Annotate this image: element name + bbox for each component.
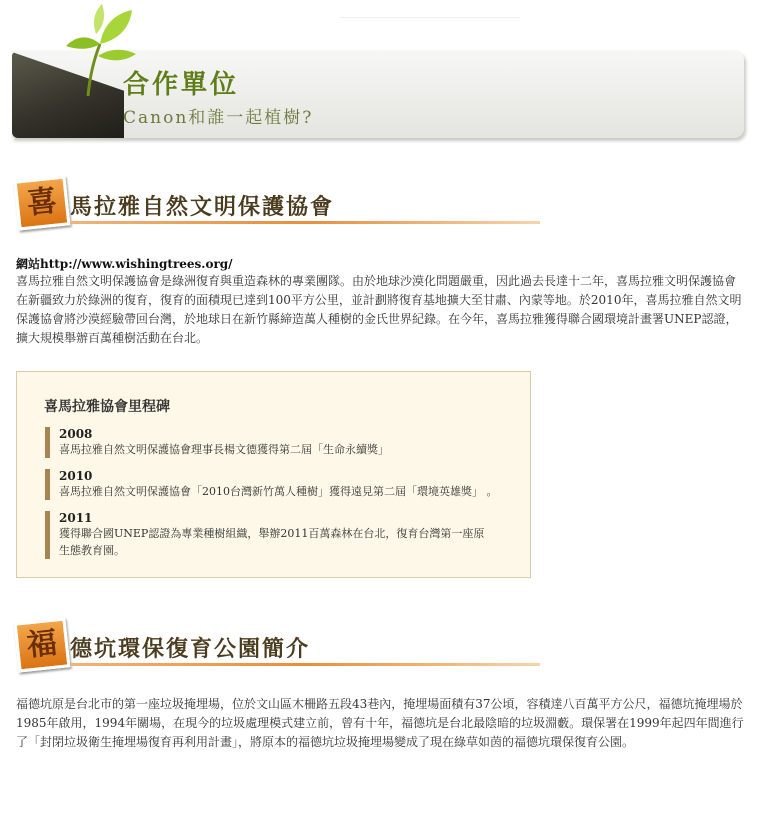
milestones-box	[16, 371, 531, 578]
milestone-text: 喜馬拉雅自然文明保護協會理事長楊文德獲得第二屆「生命永續獎」	[59, 443, 389, 456]
section-badge: 喜	[14, 175, 71, 230]
website-link[interactable]: 網站http://www.wishingtrees.org/	[16, 257, 233, 271]
milestone-item	[45, 511, 489, 559]
milestone-year: 2010	[59, 469, 93, 483]
section-header-himalaya	[16, 178, 546, 228]
milestone-text: 喜馬拉雅自然文明保護協會「2010台灣新竹萬人種樹」獲得遠見第二屆「環境英雄獎」 。	[59, 485, 498, 498]
section-header-fudekeng	[16, 620, 546, 670]
milestone-year: 2008	[59, 427, 93, 441]
section-title: 馬拉雅自然文明保護協會	[70, 194, 335, 220]
top-divider	[340, 17, 520, 18]
milestone-text: 獲得聯合國UNEP認證為專業種樹組織，舉辦2011百萬森林在台北，復育台灣第一座原生態教育園。	[59, 527, 485, 557]
section-title: 德坑環保復育公園簡介	[70, 636, 311, 662]
page-title: 合作單位	[123, 70, 240, 100]
milestone-item	[45, 427, 389, 458]
fudekeng-description: 福德坑原是台北市的第一座垃圾掩埋場，位於文山區木柵路五段43巷內，掩埋場面積有37公頃，容積達八百萬平方公尺，福德坑掩埋場於1985年啟用，1994年關場，在現今的垃圾處理模式建立前，曾有十年，福德坑是台北最陰暗的垃圾淵藪。環保署在1999年起四年間進行了「封閉垃圾衛生掩埋場復育再利用計畫」，將原本的福德坑垃圾掩埋場變成了現在綠草如茵的福德坑環保復育公園。	[16, 697, 744, 749]
section-badge: 福	[14, 617, 71, 672]
milestone-year: 2011	[59, 511, 93, 525]
himalaya-description: 喜馬拉雅自然文明保護協會是綠洲復育與重造森林的專業團隊。由於地球沙漠化問題嚴重，因此過去長達十二年，喜馬拉雅文明保護協會在新疆致力於綠洲的復育，復育的面積現已達到100平方公里，並計劃將復育基地擴大至甘肅、內蒙等地。於2010年，喜馬拉雅自然文明保護協會將沙漠經驗帶回台灣，於地球日在新竹縣締造萬人種樹的金氏世界紀錄。在今年，喜馬拉雅獲得聯合國環境計畫署UNEP認證，擴大規模舉辦百萬種樹活動在台北。	[16, 274, 742, 345]
milestone-item	[45, 469, 498, 500]
page-subtitle: Canon和誰一起植樹?	[123, 108, 314, 128]
milestones-title: 喜馬拉雅協會里程碑	[44, 399, 170, 415]
section-underline	[70, 221, 540, 224]
section-underline	[70, 663, 540, 666]
